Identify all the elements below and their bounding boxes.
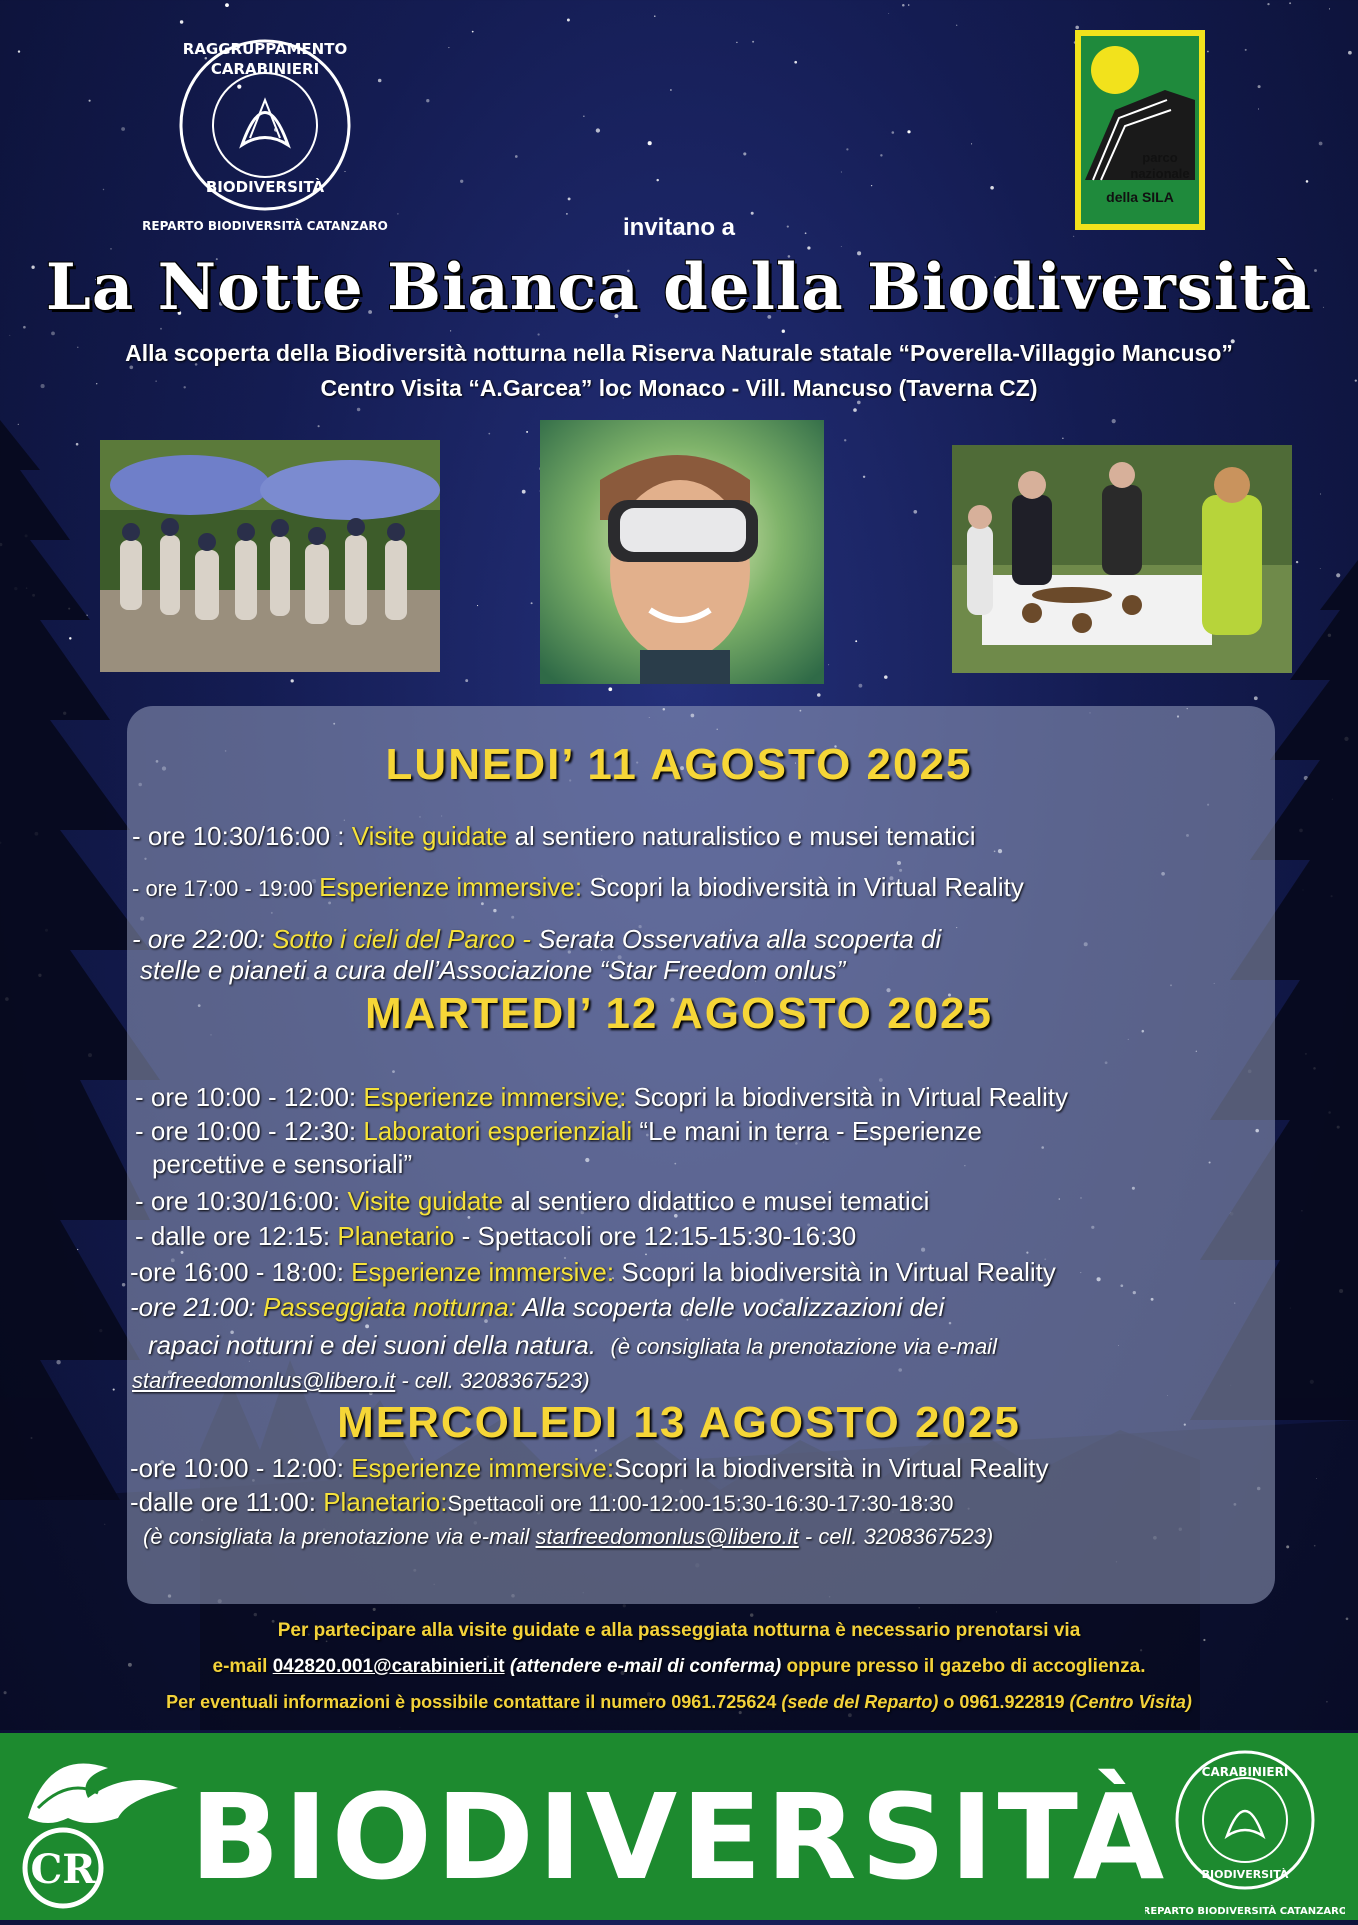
svg-text:CARABINIERI: CARABINIERI (210, 60, 320, 78)
schedule-item: - ore 22:00: Sotto i cieli del Parco - Serata Osservativa alla scoperta di (132, 924, 942, 954)
day-heading-tuesday: MARTEDI’ 12 AGOSTO 2025 (365, 989, 993, 1038)
schedule-item: - ore 17:00 - 19:00 Esperienze immersive: Scopri la biodiversità in Virtual Reality (132, 872, 1024, 902)
contact-info: Per eventuali informazioni è possibile contattare il numero 0961.725624 (sede del Reparto) o 0961.922819 (Centro Visita) (166, 1692, 1192, 1712)
schedule-item: - ore 10:30/16:00 : Visite guidate al sentiero naturalistico e musei tematici (132, 821, 976, 851)
svg-text:nazionale: nazionale (1130, 166, 1190, 181)
day-heading-wednesday: MERCOLEDI 13 AGOSTO 2025 (337, 1398, 1021, 1447)
schedule-contact: (è consigliata la prenotazione via e-mail starfreedomonlus@libero.it - cell. 3208367523) (143, 1524, 994, 1549)
footer-biodiversita-wordmark: BIODIVERSITÀ (189, 1768, 1169, 1906)
svg-text:CR: CR (30, 1846, 96, 1893)
schedule-item-continuation: stelle e pianeti a cura dell’Associazione “Star Freedom onlus” (140, 955, 846, 985)
event-location: Centro Visita “A.Garcea” loc Monaco - Vill. Mancuso (Taverna CZ) (320, 375, 1038, 401)
virtual-reality-illustration (540, 420, 824, 684)
carabinieri-biodiversity-logo-small (1145, 1738, 1345, 1920)
schedule-item-continuation: rapaci notturni e dei suoni della natura. (è consigliata la prenotazione via e-mail (148, 1330, 997, 1360)
logo-left-caption: REPARTO BIODIVERSITÀ CATANZARO (142, 219, 388, 233)
guided-tour-photo (100, 440, 440, 672)
invite-text: invitano a (622, 214, 736, 241)
email-link[interactable]: starfreedomonlus@libero.it (132, 1368, 396, 1393)
day-heading-monday: LUNEDI’ 11 AGOSTO 2025 (385, 740, 973, 789)
event-title: La Notte Bianca della Biodiversità (45, 250, 1313, 325)
schedule-item: - ore 10:30/16:00: Visite guidate al sentiero didattico e musei tematici (135, 1186, 930, 1216)
schedule-item: -ore 16:00 - 18:00: Esperienze immersive: Scopri la biodiversità in Virtual Reality (130, 1257, 1056, 1287)
parco-nazionale-sila-logo (1075, 30, 1205, 230)
svg-text:REPARTO BIODIVERSITÀ CATANZARO: REPARTO BIODIVERSITÀ CATANZARO (1145, 1906, 1345, 1917)
schedule-item: - ore 10:00 - 12:00: Esperienze immersive: Scopri la biodiversità in Virtual Reality (135, 1082, 1069, 1112)
carabinieri-biodiversity-logo (130, 20, 400, 235)
schedule-item: -dalle ore 11:00: Planetario:Spettacoli ore 11:00-12:00-15:30-16:30-17:30-18:30 (130, 1487, 954, 1517)
svg-text:BIODIVERSITÀ: BIODIVERSITÀ (1201, 1868, 1289, 1881)
email-link[interactable]: starfreedomonlus@libero.it (535, 1524, 799, 1549)
svg-text:BIODIVERSITÀ: BIODIVERSITÀ (205, 178, 325, 196)
event-subtitle: Alla scoperta della Biodiversità notturna nella Riserva Naturale statale “Poverella-Villaggio Mancuso” (125, 340, 1233, 366)
schedule-item: - dalle ore 12:15: Planetario - Spettacoli ore 12:15-15:30-16:30 (135, 1221, 857, 1251)
svg-text:parco: parco (1142, 150, 1178, 165)
workshop-photo (952, 445, 1292, 673)
schedule-item-continuation: percettive e sensoriali” (152, 1149, 413, 1179)
svg-text:CARABINIERI: CARABINIERI (1201, 1765, 1289, 1779)
schedule-item: -ore 21:00: Passeggiata notturna: Alla scoperta delle vocalizzazioni dei (130, 1292, 945, 1322)
svg-text:della SILA: della SILA (1106, 189, 1174, 205)
booking-email-info: e-mail 042820.001@carabinieri.it (attendere e-mail di conferma) oppure presso il gazebo di accoglienza. (212, 1656, 1146, 1677)
booking-info: Per partecipare alla visite guidate e alla passeggiata notturna è necessario prenotarsi via (277, 1620, 1081, 1641)
schedule-contact: starfreedomonlus@libero.it - cell. 3208367523) (132, 1368, 590, 1393)
svg-text:RAGGRUPPAMENTO: RAGGRUPPAMENTO (182, 40, 348, 58)
booking-email-link[interactable]: 042820.001@carabinieri.it (272, 1656, 505, 1677)
schedule-item: -ore 10:00 - 12:00: Esperienze immersive:Scopri la biodiversità in Virtual Reality (130, 1453, 1049, 1483)
schedule-item: - ore 10:00 - 12:30: Laboratori esperienziali “Le mani in terra - Esperienze (135, 1116, 982, 1146)
